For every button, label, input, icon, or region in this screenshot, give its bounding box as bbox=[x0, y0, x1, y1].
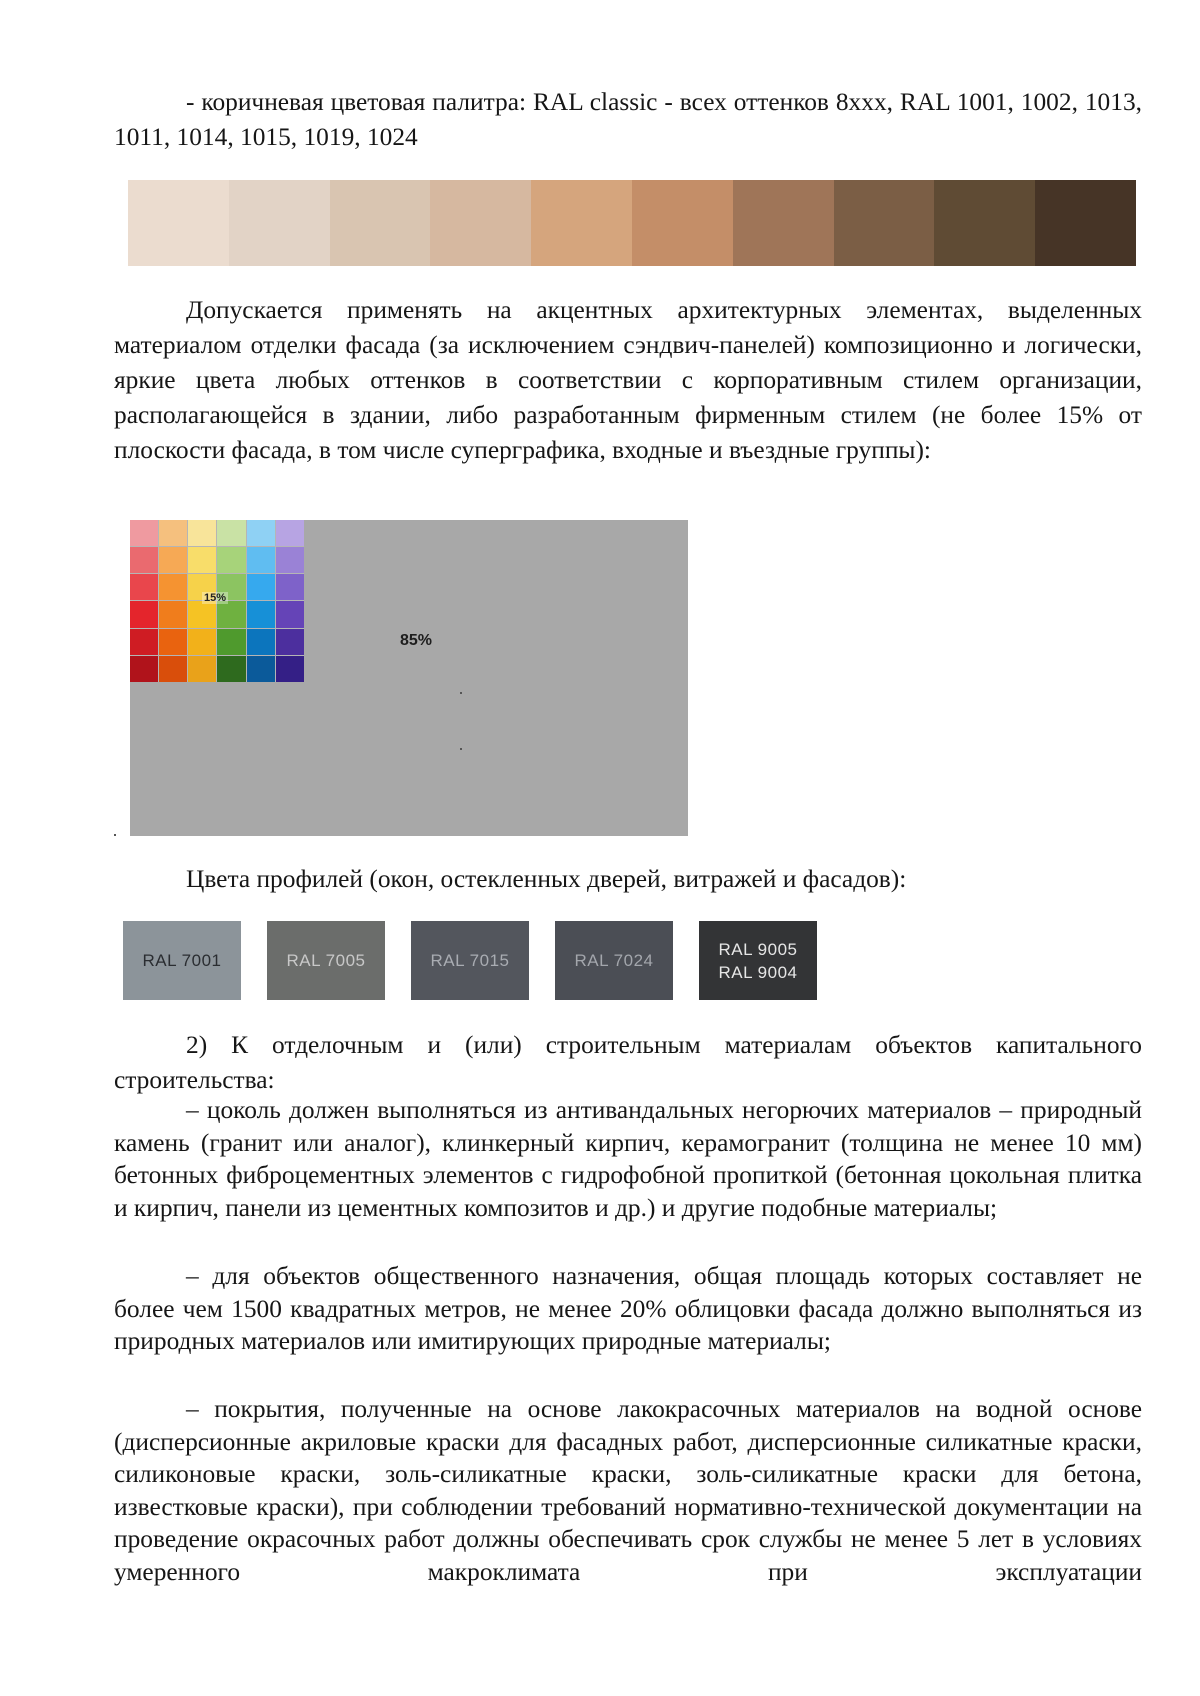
accent-color-cell bbox=[130, 574, 158, 600]
brown-swatch bbox=[1035, 180, 1136, 266]
accent-color-cell bbox=[217, 520, 245, 546]
brown-swatch bbox=[229, 180, 330, 266]
accent-color-cell bbox=[247, 520, 275, 546]
profile-color-code: RAL 7015 bbox=[430, 951, 510, 970]
accent-color-cell bbox=[188, 601, 216, 627]
accent-color-cell bbox=[217, 547, 245, 573]
accent-color-cell bbox=[130, 629, 158, 655]
accent-color-cell bbox=[159, 601, 187, 627]
accent-color-cell bbox=[276, 547, 304, 573]
brown-swatch bbox=[632, 180, 733, 266]
accent-color-cell bbox=[130, 656, 158, 682]
brown-palette-intro: - коричневая цветовая палитра: RAL classic - всех оттенков 8xxx, RAL 1001, 1002, 1013, 1011, 1014, 1015, 1019, 1024 bbox=[114, 88, 1142, 151]
image-speck bbox=[114, 834, 116, 836]
accent-color-cell bbox=[247, 656, 275, 682]
accent-color-cell bbox=[188, 629, 216, 655]
profile-color-code: RAL 7005 bbox=[286, 951, 366, 970]
accent-color-cell bbox=[247, 629, 275, 655]
accent-share-label: 15% bbox=[204, 592, 227, 604]
accent-color-cell bbox=[276, 629, 304, 655]
accent-color-cell bbox=[159, 574, 187, 600]
accent-color-cell bbox=[188, 656, 216, 682]
accent-color-cell bbox=[159, 656, 187, 682]
accent-color-cell bbox=[159, 520, 187, 546]
profile-color-swatch bbox=[267, 921, 385, 1000]
accent-color-cell bbox=[159, 629, 187, 655]
accent-color-cell bbox=[130, 547, 158, 573]
accent-color-cell bbox=[159, 547, 187, 573]
accent-color-cell bbox=[276, 601, 304, 627]
plinth-requirements: – цоколь должен выполняться из антивандальных негорючих материалов – природный камень (гранит или аналог), клинкерный кирпич, керамогранит (толщина не менее 10 мм) бетонных фиброцементных элементов с гидрофобной пропиткой (бетонная цокольная плитка и кирпич, панели из цементных композитов и др.) и другие подобные материалы; bbox=[114, 1096, 1142, 1222]
coating-requirements: – покрытия, полученные на основе лакокрасочных материалов на водной основе (дисперсионные акриловые краски для фасадных работ, дисперсионные силикатные краски, силиконовые краски, золь-силикатные краски, золь-силикатные краски для бетона, известковые краски), при соблюдении требований нормативно-технической документации на проведение окрасочных работ должны обеспечивать срок службы не менее 5 лет в условиях умеренного макроклимата при эксплуатации bbox=[114, 1395, 1142, 1586]
brown-swatch bbox=[128, 180, 229, 266]
accent-color-cell bbox=[130, 601, 158, 627]
profile-color-code: RAL 7001 bbox=[142, 951, 222, 970]
accent-color-cell bbox=[276, 520, 304, 546]
section-2-intro: 2) К отделочным и (или) строительным материалам объектов капитального строительства: bbox=[114, 1031, 1142, 1094]
profile-color-swatch bbox=[123, 921, 241, 1000]
profile-color-code: RAL 9004 bbox=[718, 962, 798, 982]
accent-color-cell bbox=[188, 547, 216, 573]
accent-color-cell bbox=[217, 601, 245, 627]
profile-color-swatch bbox=[555, 921, 673, 1000]
brown-swatch bbox=[430, 180, 531, 266]
accent-color-cell bbox=[276, 656, 304, 682]
profile-color-code: RAL 9005 bbox=[718, 939, 798, 959]
accent-color-cell bbox=[247, 574, 275, 600]
image-speck bbox=[460, 692, 462, 694]
accent-color-cell bbox=[247, 601, 275, 627]
accent-color-cell bbox=[217, 656, 245, 682]
accent-color-cell bbox=[247, 547, 275, 573]
brown-swatch bbox=[531, 180, 632, 266]
accent-color-cell bbox=[217, 629, 245, 655]
accent-color-cell bbox=[276, 574, 304, 600]
profile-color-code: RAL 7024 bbox=[574, 951, 654, 970]
accent-colors-paragraph: Допускается применять на акцентных архитектурных элементах, выделенных материалом отделки фасада (за исключением сэндвич-панелей) композиционно и логически, яркие цвета любых оттенков в соответствии с корпоративным стилем организации, располагающейся в здании, либо разработанным фирменным стилем (не более 15% от плоскости фасада, в том числе суперграфика, входные и въездные группы): bbox=[114, 296, 1142, 464]
brown-palette-strip bbox=[128, 180, 1136, 266]
accent-color-cell bbox=[130, 520, 158, 546]
brown-swatch bbox=[834, 180, 935, 266]
public-building-requirements: – для объектов общественного назначения, общая площадь которых составляет не более чем 1500 квадратных метров, не менее 20% облицовки фасада должно выполняться из природных материалов или имитирующих природные материалы; bbox=[114, 1262, 1142, 1356]
accent-color-cell bbox=[188, 520, 216, 546]
brown-swatch bbox=[330, 180, 431, 266]
base-share-label: 85% bbox=[400, 632, 433, 649]
brown-swatch bbox=[733, 180, 834, 266]
accent-ratio-scheme bbox=[130, 520, 688, 836]
profile-color-swatch bbox=[699, 921, 817, 1000]
profile-color-swatch bbox=[411, 921, 529, 1000]
image-speck bbox=[460, 748, 462, 750]
profiles-heading: Цвета профилей (окон, остекленных дверей, витражей и фасадов): bbox=[186, 865, 907, 893]
brown-swatch bbox=[934, 180, 1035, 266]
